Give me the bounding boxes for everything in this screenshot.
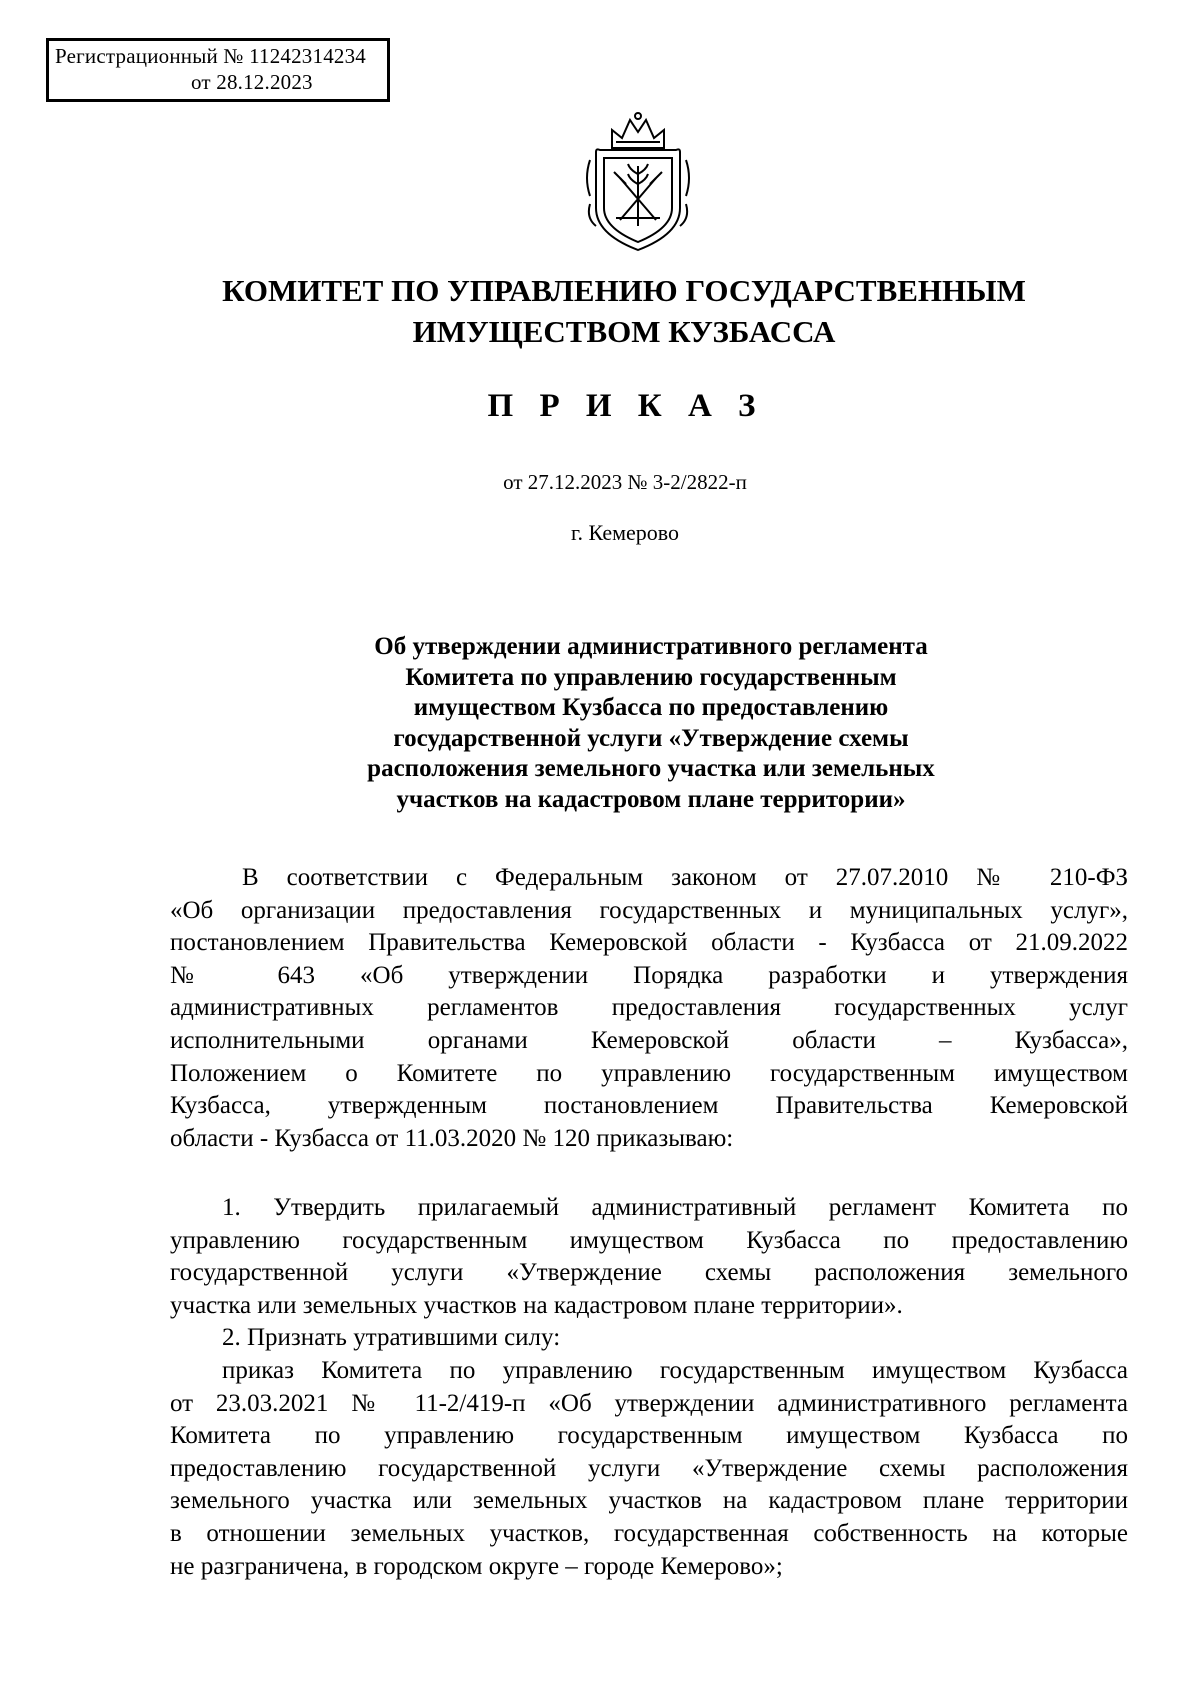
item-2-heading: 2. Признать утратившими силу: [222, 1324, 561, 1352]
item-1-paragraph [170, 1192, 1128, 1583]
subject-line: Об утверждении административного регламента [374, 633, 928, 660]
item-2-line: предоставлению государственной услуги «Утверждение схемы расположения [170, 1454, 1128, 1482]
item-1-line: государственной услуги «Утверждение схемы расположения земельного [170, 1259, 1128, 1287]
item-2-line: от 23.03.2021 № 11-2/419-п «Об утверждении административного регламента [170, 1389, 1128, 1417]
subject-line: участков на кадастровом плане территории» [396, 785, 906, 813]
preamble-line: № 643 «Об утверждении Порядка разработки и утверждения [170, 961, 1128, 989]
item-1-line: 1. Утвердить прилагаемый административный регламент Комитета по [222, 1194, 1128, 1221]
order-subject [170, 632, 1132, 815]
subject-line: расположения земельного участка или земельных [367, 755, 935, 782]
kuzbass-coat-of-arms-icon [582, 108, 694, 256]
item-1-line: участка или земельных участков на кадастровом плане территории». [170, 1291, 903, 1319]
item-2-line: земельного участка или земельных участков на кадастровом плане территории [170, 1487, 1128, 1515]
item-2-line: Комитета по управлению государственным имуществом Кузбасса по [170, 1422, 1128, 1450]
preamble-line: области - Кузбасса от 11.03.2020 № 120 приказываю: [170, 1124, 734, 1152]
item-2-line: не разграничена, в городском округе – городе Кемерово»; [170, 1552, 783, 1580]
preamble-paragraph [170, 862, 1128, 1155]
registration-stamp [46, 38, 390, 102]
agency-name [0, 270, 1200, 352]
item-1-line: управлению государственным имуществом Кузбасса по предоставлению [170, 1226, 1128, 1254]
item-2-line: приказ Комитета по управлению государственным имуществом Кузбасса [222, 1356, 1128, 1384]
registration-number: Регистрационный № 11242314234 [55, 44, 367, 68]
preamble-line: постановлением Правительства Кемеровской области - Кузбасса от 21.09.2022 [170, 929, 1128, 957]
preamble-line: В соответствии с Федеральным законом от 27.07.2010 № 210-ФЗ [242, 864, 1128, 891]
preamble-line: исполнительными органами Кемеровской области – Кузбасса», [170, 1026, 1128, 1054]
preamble-line: «Об организации предоставления государственных и муниципальных услуг», [170, 896, 1128, 924]
subject-line: Комитета по управлению государственным [405, 663, 897, 691]
order-title: П Р И К А З [487, 388, 765, 424]
registration-date: от 28.12.2023 [191, 70, 313, 94]
subject-line: имуществом Кузбасса по предоставлению [413, 694, 889, 721]
preamble-line: Кузбасса, утвержденным постановлением Правительства Кемеровской [170, 1092, 1128, 1120]
item-2-line: в отношении земельных участков, государственная собственность на которые [170, 1519, 1128, 1547]
agency-name-line2: ИМУЩЕСТВОМ КУЗБАССА [412, 314, 836, 349]
order-city: г. Кемерово [570, 520, 680, 545]
subject-line: государственной услуги «Утверждение схемы [393, 724, 909, 752]
preamble-line: Положением о Комитете по управлению государственным имуществом [170, 1059, 1128, 1087]
agency-name-line1: КОМИТЕТ ПО УПРАВЛЕНИЮ ГОСУДАРСТВЕННЫМ [222, 273, 1026, 308]
preamble-line: административных регламентов предоставления государственных услуг [170, 994, 1128, 1022]
order-number: от 27.12.2023 № 3-2/2822-п [503, 470, 747, 494]
